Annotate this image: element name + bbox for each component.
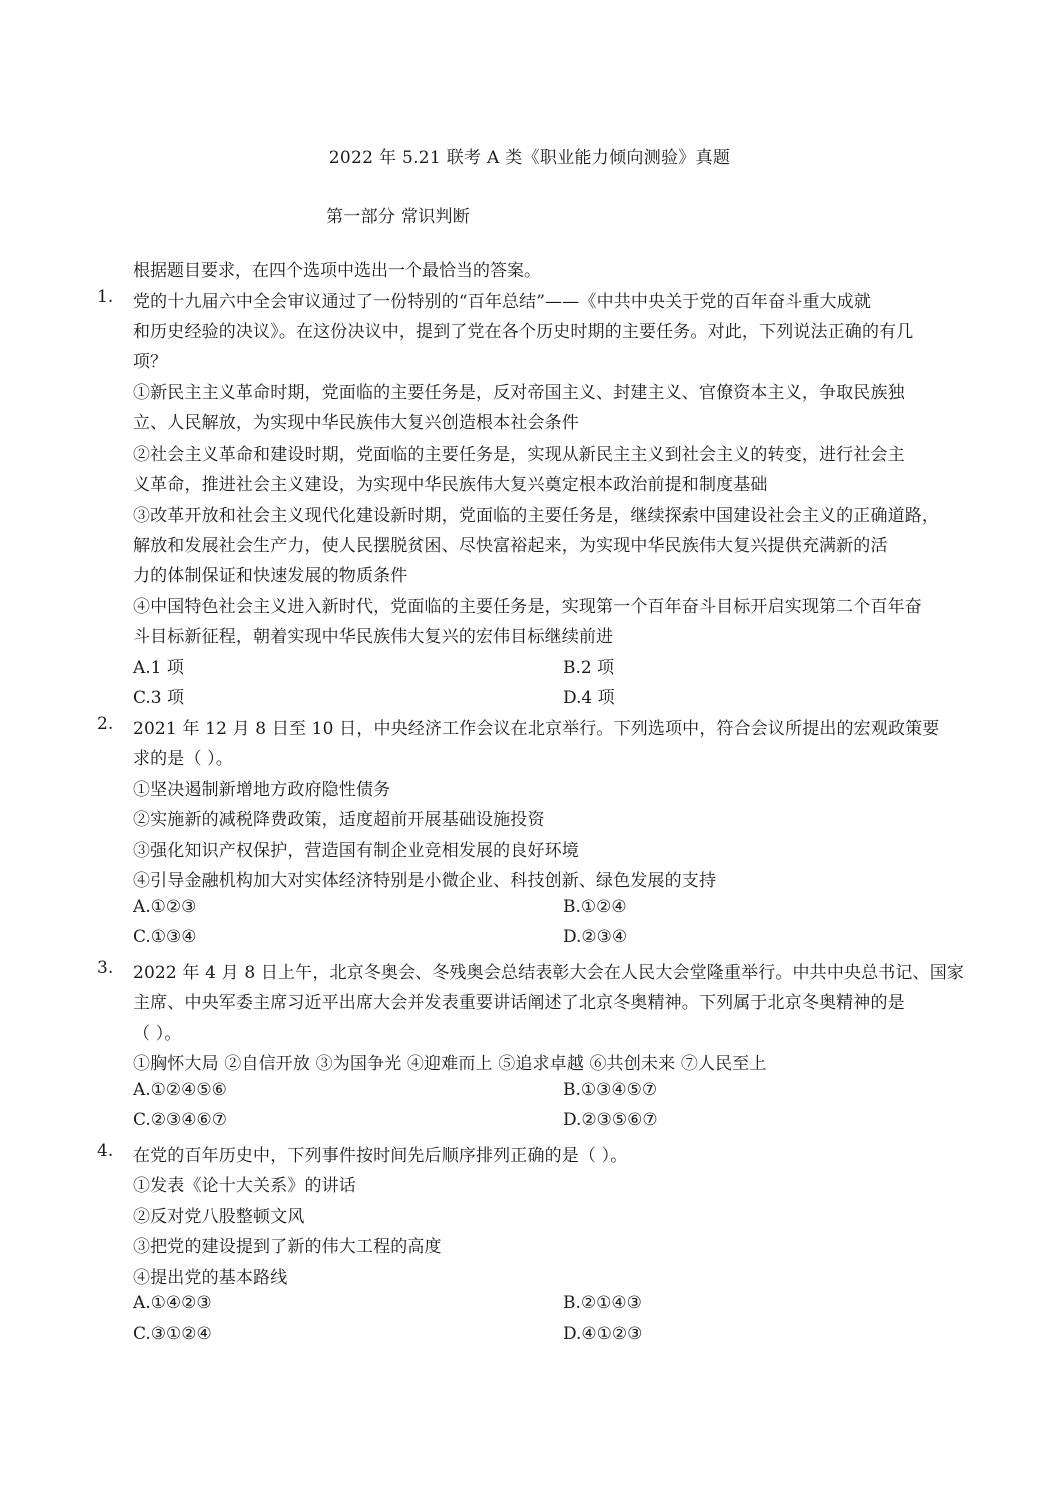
statement-line: ③强化知识产权保护，营造国有制企业竞相发展的良好环境 bbox=[133, 841, 579, 861]
option-c: C.①③④ bbox=[133, 927, 197, 947]
option-a: A.①②③ bbox=[133, 897, 197, 917]
question-number: 2. bbox=[97, 714, 114, 734]
statement-line: 力的体制保证和快速发展的物质条件 bbox=[133, 566, 408, 586]
statement-line: ④中国特色社会主义进入新时代，党面临的主要任务是，实现第一个百年奋斗目标开启实现第二个百年奋 bbox=[133, 597, 922, 617]
statement-line: ②实施新的减税降费政策，适度超前开展基础设施投资 bbox=[133, 810, 545, 830]
question-stem-line: 求的是（ ）。 bbox=[133, 749, 233, 769]
option-d: D.②③⑤⑥⑦ bbox=[563, 1110, 658, 1130]
statement-line: 义革命，推进社会主义建设，为实现中华民族伟大复兴奠定根本政治前提和制度基础 bbox=[133, 475, 768, 495]
statement-line: ④引导金融机构加大对实体经济特别是小微企业、科技创新、绿色发展的支持 bbox=[133, 871, 717, 891]
option-d: D.④①②③ bbox=[563, 1324, 643, 1344]
question-stem-line: 和历史经验的决议》。在这份决议中，提到了党在各个历史时期的主要任务。对此，下列说法正确的有几 bbox=[133, 322, 914, 342]
option-a: A.①④②③ bbox=[133, 1293, 212, 1313]
statement-line: ③改革开放和社会主义现代化建设新时期，党面临的主要任务是，继续探索中国建设社会主义的正确道路， bbox=[133, 506, 940, 526]
question-number: 1. bbox=[97, 287, 114, 307]
statement-line: 解放和发展社会生产力，使人民摆脱贫困、尽快富裕起来，为实现中华民族伟大复兴提供充满新的活 bbox=[133, 536, 888, 556]
option-c: C.②③④⑥⑦ bbox=[133, 1110, 228, 1130]
statement-line: 立、人民解放，为实现中华民族伟大复兴创造根本社会条件 bbox=[133, 413, 579, 433]
option-b: B.2 项 bbox=[563, 658, 615, 678]
statement-line: ②反对党八股整顿文风 bbox=[133, 1207, 305, 1227]
statement-line: ①坚决遏制新增地方政府隐性债务 bbox=[133, 780, 391, 800]
question-stem-line: 党的十九届六中全会审议通过了一份特别的“百年总结”——《中共中央关于党的百年奋斗重大成就 bbox=[133, 292, 871, 312]
question-number: 3. bbox=[97, 958, 114, 978]
question-number: 4. bbox=[97, 1141, 114, 1161]
option-c: C.③①②④ bbox=[133, 1324, 212, 1344]
statement-line: ①新民主主义革命时期，党面临的主要任务是，反对帝国主义、封建主义、官僚资本主义，争取民族独 bbox=[133, 383, 905, 403]
question-stem-line: 项？ bbox=[133, 352, 168, 372]
option-a: A.1 项 bbox=[133, 658, 184, 678]
option-c: C.3 项 bbox=[133, 688, 185, 708]
statement-line: ①发表《论十大关系》的讲话 bbox=[133, 1176, 356, 1196]
option-d: D.4 项 bbox=[563, 688, 615, 708]
instruction-text: 根据题目要求，在四个选项中选出一个最恰当的答案。 bbox=[133, 261, 541, 281]
question-stem-line: 在党的百年历史中，下列事件按时间先后顺序排列正确的是（ ）。 bbox=[133, 1146, 628, 1166]
page-title: 2022 年 5.21 联考 A 类《职业能力倾向测验》真题 bbox=[328, 148, 731, 168]
option-b: B.①②④ bbox=[563, 897, 627, 917]
option-a: A.①②④⑤⑥ bbox=[133, 1080, 227, 1100]
statement-line: 斗目标新征程，朝着实现中华民族伟大复兴的宏伟目标继续前进 bbox=[133, 627, 614, 647]
option-d: D.②③④ bbox=[563, 927, 628, 947]
question-stem-line: 主席、中央军委主席习近平出席大会并发表重要讲话阐述了北京冬奥精神。下列属于北京冬奥精神的是 bbox=[133, 993, 905, 1013]
statement-line: ①胸怀大局 ②自信开放 ③为国争光 ④迎难而上 ⑤追求卓越 ⑥共创未来 ⑦人民至上 bbox=[133, 1054, 767, 1074]
question-stem-line: 2022 年 4 月 8 日上午，北京冬奥会、冬残奥会总结表彰大会在人民大会堂隆重举行。中共中央总书记、国家 bbox=[133, 963, 965, 983]
question-stem-line: 2021 年 12 月 8 日至 10 日，中央经济工作会议在北京举行。下列选项中，符合会议所提出的宏观政策要 bbox=[133, 719, 940, 739]
option-b: B.②①④③ bbox=[563, 1293, 642, 1313]
section-heading: 第一部分 常识判断 bbox=[326, 207, 471, 227]
question-stem-line: （ ）。 bbox=[133, 1024, 182, 1044]
option-b: B.①③④⑤⑦ bbox=[563, 1080, 658, 1100]
statement-line: ③把党的建设提到了新的伟大工程的高度 bbox=[133, 1237, 442, 1257]
statement-line: ②社会主义革命和建设时期，党面临的主要任务是，实现从新民主主义到社会主义的转变，进行社会主 bbox=[133, 445, 905, 465]
statement-line: ④提出党的基本路线 bbox=[133, 1268, 288, 1288]
